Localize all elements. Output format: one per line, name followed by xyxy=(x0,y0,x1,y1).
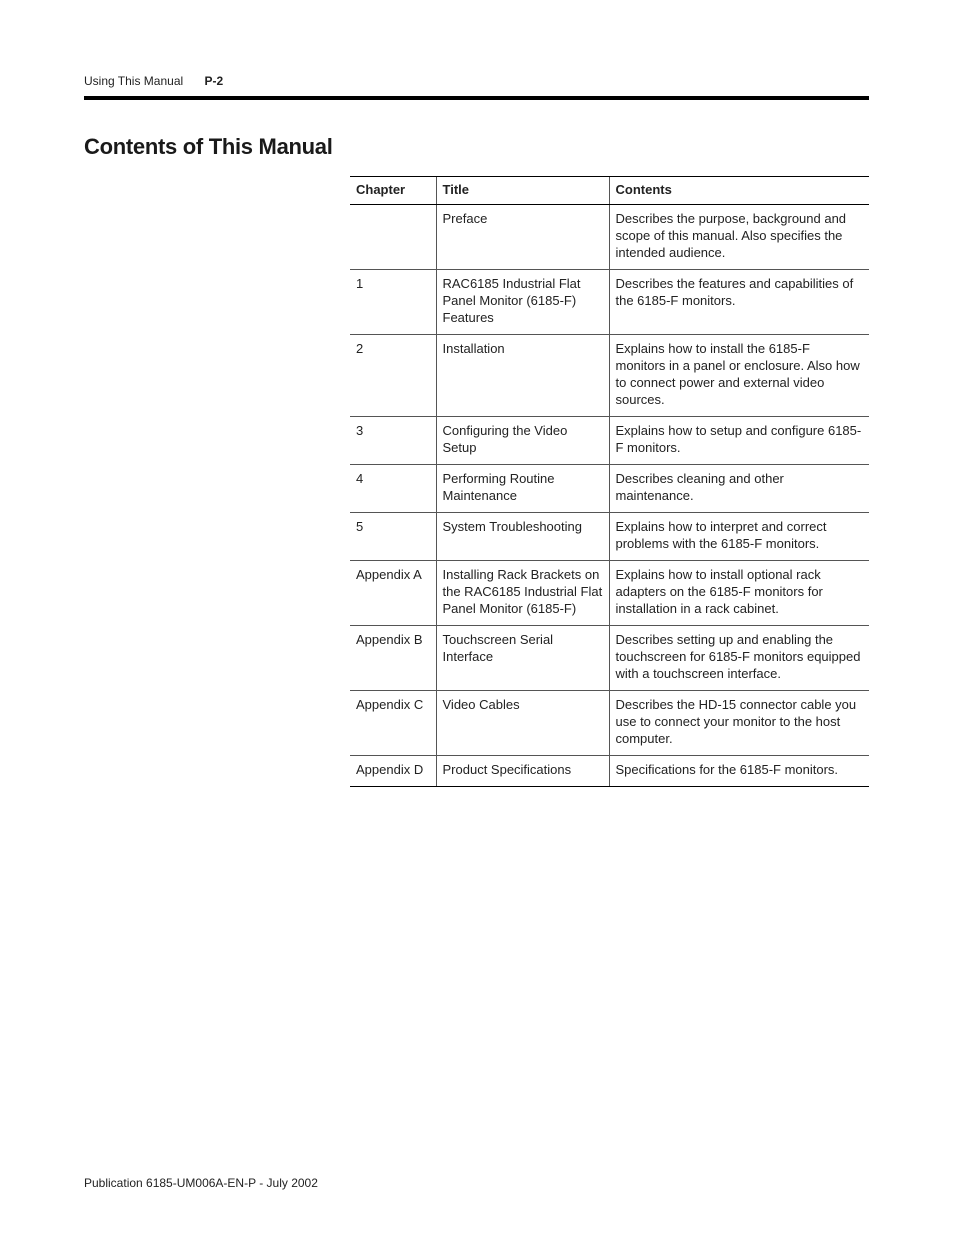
header-section-name: Using This Manual xyxy=(84,74,184,88)
cell-title: Installing Rack Brackets on the RAC6185 Industrial Flat Panel Monitor (6185-F) xyxy=(436,561,609,626)
cell-chapter: 5 xyxy=(350,513,436,561)
table-row xyxy=(350,205,869,270)
table-row xyxy=(350,335,869,417)
cell-title: Installation xyxy=(436,335,609,417)
cell-contents: Describes cleaning and other maintenance. xyxy=(609,465,869,513)
cell-contents: Explains how to interpret and correct problems with the 6185-F monitors. xyxy=(609,513,869,561)
cell-contents: Explains how to setup and configure 6185-F monitors. xyxy=(609,417,869,465)
table-row xyxy=(350,626,869,691)
column-header-chapter: Chapter xyxy=(350,177,436,205)
running-header xyxy=(84,73,223,89)
publication-footer: Publication 6185-UM006A-EN-P - July 2002 xyxy=(84,1176,318,1190)
contents-table xyxy=(350,176,869,787)
column-header-title: Title xyxy=(436,177,609,205)
cell-title: System Troubleshooting xyxy=(436,513,609,561)
cell-title: Product Specifications xyxy=(436,756,609,787)
cell-contents: Explains how to install optional rack adapters on the 6185-F monitors for installation in a rack cabinet. xyxy=(609,561,869,626)
cell-chapter: Appendix C xyxy=(350,691,436,756)
cell-chapter: 1 xyxy=(350,270,436,335)
cell-title: Preface xyxy=(436,205,609,270)
cell-chapter: Appendix B xyxy=(350,626,436,691)
header-rule xyxy=(84,96,869,100)
table-row xyxy=(350,513,869,561)
cell-title: Touchscreen Serial Interface xyxy=(436,626,609,691)
cell-chapter: Appendix D xyxy=(350,756,436,787)
table-row xyxy=(350,465,869,513)
cell-title: Configuring the Video Setup xyxy=(436,417,609,465)
cell-chapter: 3 xyxy=(350,417,436,465)
cell-contents: Describes the purpose, background and scope of this manual. Also specifies the intended audience. xyxy=(609,205,869,270)
table-row xyxy=(350,691,869,756)
cell-chapter: 2 xyxy=(350,335,436,417)
cell-contents: Explains how to install the 6185-F monitors in a panel or enclosure. Also how to connect power and external video sources. xyxy=(609,335,869,417)
cell-contents: Specifications for the 6185-F monitors. xyxy=(609,756,869,787)
table-row xyxy=(350,270,869,335)
cell-chapter: 4 xyxy=(350,465,436,513)
cell-contents: Describes the HD-15 connector cable you use to connect your monitor to the host computer. xyxy=(609,691,869,756)
cell-title: Performing Routine Maintenance xyxy=(436,465,609,513)
table-header-row xyxy=(350,177,869,205)
cell-chapter xyxy=(350,205,436,270)
header-page-number: P-2 xyxy=(204,74,224,88)
cell-contents: Describes the features and capabilities of the 6185-F monitors. xyxy=(609,270,869,335)
column-header-contents: Contents xyxy=(609,177,869,205)
table-row xyxy=(350,417,869,465)
table-row xyxy=(350,756,869,787)
cell-title: Video Cables xyxy=(436,691,609,756)
cell-contents: Describes setting up and enabling the touchscreen for 6185-F monitors equipped with a touchscreen interface. xyxy=(609,626,869,691)
page-title: Contents of This Manual xyxy=(84,134,333,159)
table-row xyxy=(350,561,869,626)
cell-chapter: Appendix A xyxy=(350,561,436,626)
cell-title: RAC6185 Industrial Flat Panel Monitor (6185-F) Features xyxy=(436,270,609,335)
